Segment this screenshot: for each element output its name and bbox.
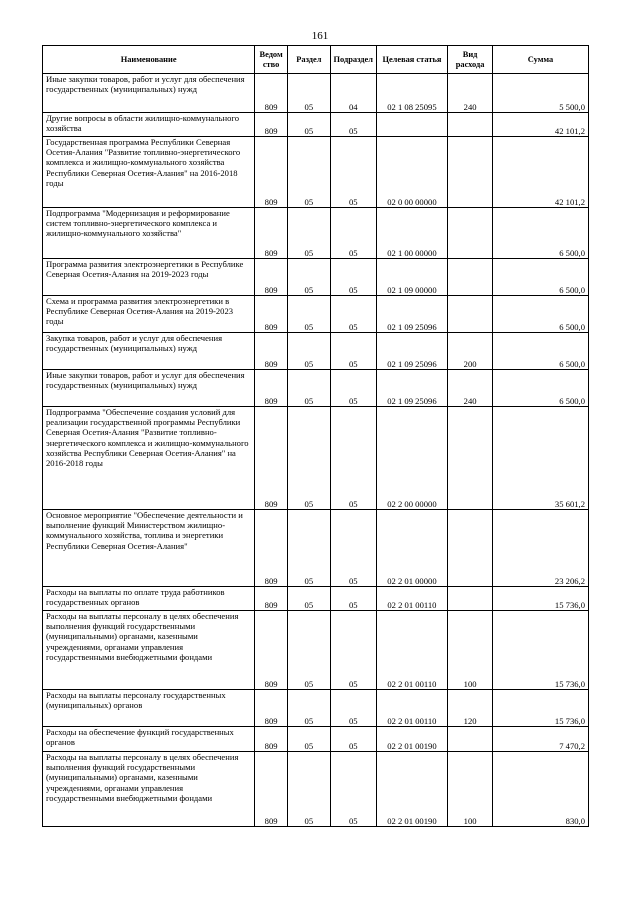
cell-ved: 809 xyxy=(255,296,288,333)
cell-summa: 830,0 xyxy=(493,752,589,827)
cell-vid: 100 xyxy=(448,611,493,690)
cell-ved: 809 xyxy=(255,510,288,587)
cell-podrazdel: 05 xyxy=(330,587,376,611)
table-row xyxy=(43,74,589,113)
header-summa: Сумма xyxy=(493,46,589,74)
cell-summa: 42 101,2 xyxy=(493,137,589,208)
cell-ved: 809 xyxy=(255,611,288,690)
table-row xyxy=(43,113,589,137)
table-row xyxy=(43,407,589,510)
cell-vid xyxy=(448,296,493,333)
table-body xyxy=(43,74,589,827)
cell-summa: 15 736,0 xyxy=(493,690,589,727)
cell-vid xyxy=(448,208,493,259)
table-row xyxy=(43,333,589,370)
cell-name: Схема и программа развития электроэнергетики в Республике Северная Осетия-Алания на 2019-2023 годы xyxy=(43,296,255,333)
cell-podrazdel: 05 xyxy=(330,113,376,137)
cell-celevaya: 02 2 01 00000 xyxy=(376,510,447,587)
cell-razdel: 05 xyxy=(287,113,330,137)
cell-celevaya xyxy=(376,113,447,137)
table-row xyxy=(43,752,589,827)
cell-summa: 7 470,2 xyxy=(493,727,589,752)
cell-celevaya: 02 1 09 25096 xyxy=(376,296,447,333)
cell-name: Подпрограмма "Модернизация и реформирование систем топливно-энергетического комплекса и жилищно-коммунального хозяйства" xyxy=(43,208,255,259)
cell-vid: 200 xyxy=(448,333,493,370)
cell-name: Закупка товаров, работ и услуг для обеспечения государственных (муниципальных) нужд xyxy=(43,333,255,370)
header-name: Наименование xyxy=(43,46,255,74)
cell-summa: 6 500,0 xyxy=(493,370,589,407)
cell-summa: 42 101,2 xyxy=(493,113,589,137)
cell-razdel: 05 xyxy=(287,690,330,727)
cell-name: Расходы на выплаты персоналу государственных (муниципальных) органов xyxy=(43,690,255,727)
cell-vid xyxy=(448,587,493,611)
cell-name: Другие вопросы в области жилищно-коммунального хозяйства xyxy=(43,113,255,137)
cell-podrazdel: 05 xyxy=(330,137,376,208)
cell-name: Иные закупки товаров, работ и услуг для обеспечения государственных (муниципальных) нужд xyxy=(43,74,255,113)
cell-razdel: 05 xyxy=(287,370,330,407)
table-row xyxy=(43,208,589,259)
cell-celevaya: 02 1 09 25096 xyxy=(376,333,447,370)
cell-name: Расходы на выплаты персоналу в целях обеспечения выполнения функций государственными (муниципальными) органами, казенными учреждениями, органами управления государственными внебюджетными фондами xyxy=(43,611,255,690)
cell-celevaya: 02 2 01 00110 xyxy=(376,611,447,690)
cell-vid xyxy=(448,259,493,296)
cell-celevaya: 02 2 01 00110 xyxy=(376,587,447,611)
cell-podrazdel: 05 xyxy=(330,208,376,259)
cell-ved: 809 xyxy=(255,752,288,827)
header-celevaya: Целевая статья xyxy=(376,46,447,74)
cell-ved: 809 xyxy=(255,690,288,727)
header-ved: Ведом ство xyxy=(255,46,288,74)
cell-vid xyxy=(448,510,493,587)
cell-summa: 5 500,0 xyxy=(493,74,589,113)
cell-razdel: 05 xyxy=(287,611,330,690)
cell-ved: 809 xyxy=(255,259,288,296)
cell-summa: 15 736,0 xyxy=(493,587,589,611)
table-row xyxy=(43,510,589,587)
cell-ved: 809 xyxy=(255,333,288,370)
cell-ved: 809 xyxy=(255,113,288,137)
cell-razdel: 05 xyxy=(287,296,330,333)
cell-razdel: 05 xyxy=(287,208,330,259)
cell-podrazdel: 05 xyxy=(330,727,376,752)
cell-vid xyxy=(448,727,493,752)
cell-summa: 35 601,2 xyxy=(493,407,589,510)
cell-summa: 6 500,0 xyxy=(493,333,589,370)
budget-table xyxy=(42,45,589,827)
cell-vid: 240 xyxy=(448,370,493,407)
table-row xyxy=(43,137,589,208)
cell-celevaya: 02 1 08 25095 xyxy=(376,74,447,113)
cell-podrazdel: 05 xyxy=(330,259,376,296)
cell-podrazdel: 05 xyxy=(330,611,376,690)
cell-podrazdel: 05 xyxy=(330,752,376,827)
header-podrazdel: Подраздел xyxy=(330,46,376,74)
cell-vid xyxy=(448,113,493,137)
cell-name: Расходы на выплаты по оплате труда работников государственных органов xyxy=(43,587,255,611)
cell-ved: 809 xyxy=(255,137,288,208)
cell-vid xyxy=(448,137,493,208)
table-row xyxy=(43,370,589,407)
cell-ved: 809 xyxy=(255,407,288,510)
cell-name: Иные закупки товаров, работ и услуг для обеспечения государственных (муниципальных) нужд xyxy=(43,370,255,407)
cell-name: Основное мероприятие "Обеспечение деятельности и выполнение функций Министерством жилищно-коммунального хозяйства, топлива и энергетики Республики Северная Осетия-Алания" xyxy=(43,510,255,587)
cell-podrazdel: 05 xyxy=(330,690,376,727)
cell-ved: 809 xyxy=(255,587,288,611)
cell-razdel: 05 xyxy=(287,407,330,510)
cell-vid xyxy=(448,407,493,510)
cell-vid: 120 xyxy=(448,690,493,727)
cell-razdel: 05 xyxy=(287,333,330,370)
cell-ved: 809 xyxy=(255,370,288,407)
cell-celevaya: 02 2 01 00110 xyxy=(376,690,447,727)
cell-name: Расходы на обеспечение функций государственных органов xyxy=(43,727,255,752)
cell-celevaya: 02 1 00 00000 xyxy=(376,208,447,259)
cell-podrazdel: 04 xyxy=(330,74,376,113)
cell-celevaya: 02 1 09 00000 xyxy=(376,259,447,296)
cell-name: Государственная программа Республики Северная Осетия-Алания "Развитие топливно-энергетического комплекса и жилищно-коммунального хозяйства Республики Северная Осетия-Алания" на 2016-2018 годы xyxy=(43,137,255,208)
cell-name: Расходы на выплаты персоналу в целях обеспечения выполнения функций государственными (муниципальными) органами, казенными учреждениями, органами управления государственными внебюджетными фондами xyxy=(43,752,255,827)
cell-vid: 240 xyxy=(448,74,493,113)
cell-razdel: 05 xyxy=(287,510,330,587)
cell-celevaya: 02 1 09 25096 xyxy=(376,370,447,407)
cell-podrazdel: 05 xyxy=(330,370,376,407)
cell-summa: 6 500,0 xyxy=(493,208,589,259)
cell-podrazdel: 05 xyxy=(330,333,376,370)
cell-summa: 23 206,2 xyxy=(493,510,589,587)
cell-razdel: 05 xyxy=(287,752,330,827)
cell-name: Подпрограмма "Обеспечение создания условий для реализации государственной программы Республики Северная Осетия-Алания "Развитие топливно-энергетического комплекса и жилищно-коммунального хозяйства Республики Северная Осетия-Алания" на 2016-2018 годы xyxy=(43,407,255,510)
header-vid: Вид расхода xyxy=(448,46,493,74)
cell-razdel: 05 xyxy=(287,137,330,208)
cell-razdel: 05 xyxy=(287,587,330,611)
cell-razdel: 05 xyxy=(287,259,330,296)
table-row xyxy=(43,587,589,611)
cell-summa: 6 500,0 xyxy=(493,296,589,333)
cell-ved: 809 xyxy=(255,727,288,752)
cell-celevaya: 02 2 01 00190 xyxy=(376,727,447,752)
table-row xyxy=(43,259,589,296)
cell-podrazdel: 05 xyxy=(330,510,376,587)
cell-name: Программа развития электроэнергетики в Республике Северная Осетия-Алания на 2019-2023 годы xyxy=(43,259,255,296)
cell-celevaya: 02 0 00 00000 xyxy=(376,137,447,208)
table-row xyxy=(43,611,589,690)
cell-summa: 15 736,0 xyxy=(493,611,589,690)
cell-summa: 6 500,0 xyxy=(493,259,589,296)
table-header-row xyxy=(43,46,589,74)
table-row xyxy=(43,690,589,727)
cell-celevaya: 02 2 01 00190 xyxy=(376,752,447,827)
cell-podrazdel: 05 xyxy=(330,296,376,333)
cell-vid: 100 xyxy=(448,752,493,827)
table-row xyxy=(43,727,589,752)
page-number: 161 xyxy=(311,30,329,42)
cell-podrazdel: 05 xyxy=(330,407,376,510)
cell-ved: 809 xyxy=(255,74,288,113)
cell-ved: 809 xyxy=(255,208,288,259)
cell-razdel: 05 xyxy=(287,74,330,113)
table-row xyxy=(43,296,589,333)
cell-razdel: 05 xyxy=(287,727,330,752)
header-razdel: Раздел xyxy=(287,46,330,74)
cell-celevaya: 02 2 00 00000 xyxy=(376,407,447,510)
